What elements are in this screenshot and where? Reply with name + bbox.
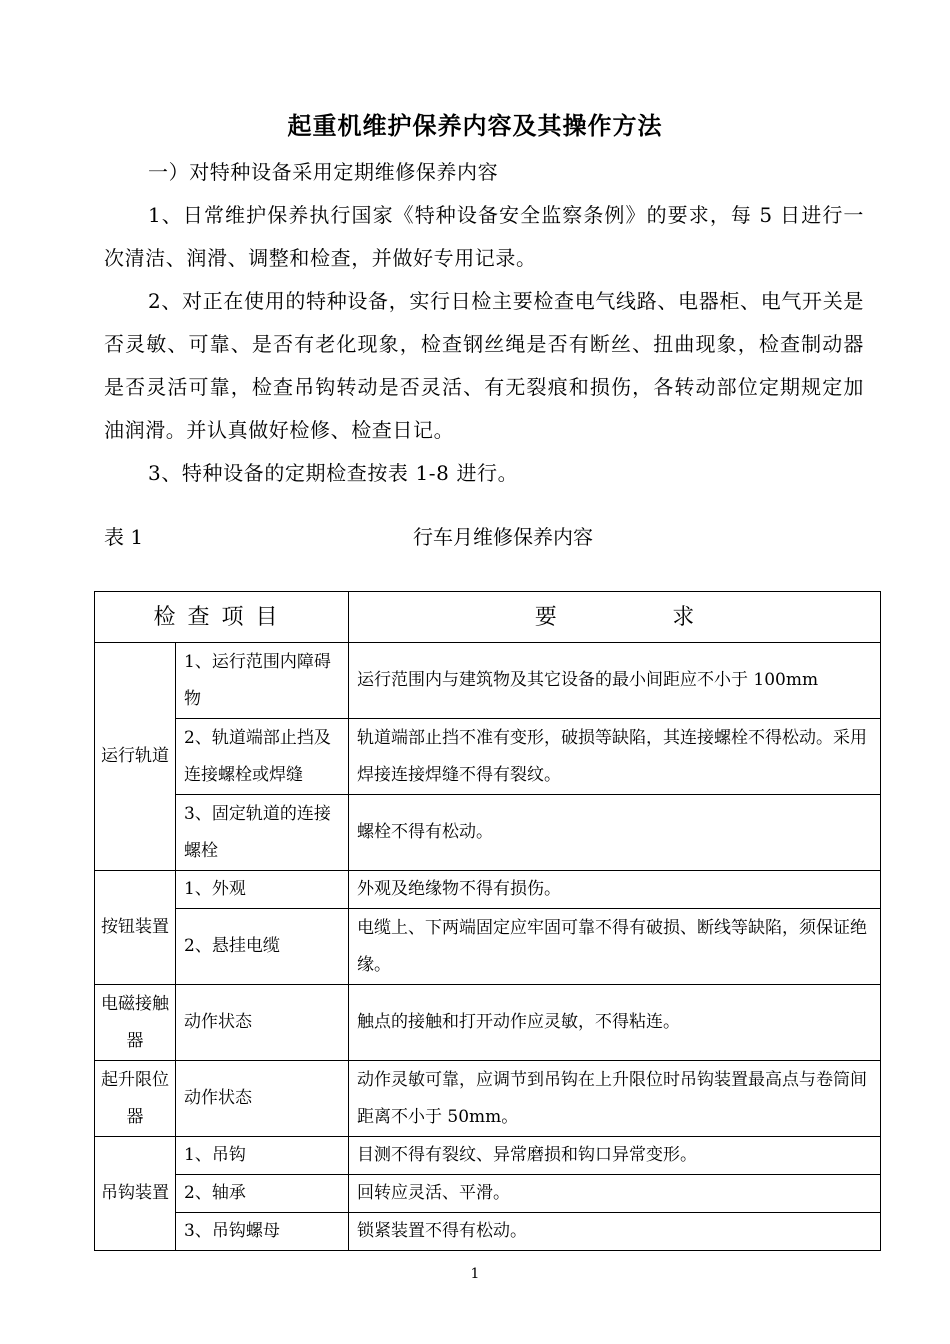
group-name: 电磁接触器 [95,985,176,1061]
table-row [95,719,881,795]
item-cell: 2、悬挂电缆 [176,909,349,985]
item-cell: 1、吊钩 [176,1137,349,1175]
table-label: 表 1 [104,525,144,549]
table-caption: 行车月维修保养内容 [413,525,593,549]
table-row [95,1175,881,1213]
item-cell: 1、外观 [176,871,349,909]
group-name: 运行轨道 [95,643,176,871]
table-row [95,871,881,909]
requirement-cell: 外观及绝缘物不得有损伤。 [349,871,881,909]
item-cell: 2、轴承 [176,1175,349,1213]
requirement-cell: 目测不得有裂纹、异常磨损和钩口异常变形。 [349,1137,881,1175]
paragraph-3: 3、特种设备的定期检查按表 1-8 进行。 [148,461,519,485]
requirement-cell: 锁紧装置不得有松动。 [349,1213,881,1251]
requirement-cell: 电缆上、下两端固定应牢固可靠不得有破损、断线等缺陷，须保证绝缘。 [349,909,881,985]
table-row [95,643,881,719]
requirement-cell: 螺栓不得有松动。 [349,795,881,871]
header-requirement: 要 求 [349,592,881,643]
group-name: 起升限位器 [95,1061,176,1137]
section-heading: 一）对特种设备采用定期维修保养内容 [148,160,499,184]
table-row [95,1213,881,1251]
table-header-row [95,592,881,643]
paragraph-2: 2、对正在使用的特种设备，实行日检主要检查电气线路、电器柜、电气开关是否灵敏、可靠、是否有老化现象，检查钢丝绳是否有断丝、扭曲现象，检查制动器是否灵活可靠，检查吊钩转动是否灵活、有无裂痕和损伤，各转动部位定期规定加油润滑。并认真做好检修、检查日记。 [104,289,864,442]
table-row [95,909,881,985]
item-cell: 1、运行范围内障碍物 [176,643,349,719]
group-name: 吊钩装置 [95,1137,176,1251]
requirement-cell: 动作灵敏可靠，应调节到吊钩在上升限位时吊钩装置最高点与卷筒间距离不小于 50mm。 [349,1061,881,1137]
requirement-cell: 触点的接触和打开动作应灵敏，不得粘连。 [349,985,881,1061]
table-row [95,1137,881,1175]
item-cell: 动作状态 [176,985,349,1061]
document-title: 起重机维护保养内容及其操作方法 [287,112,663,140]
maintenance-table [94,591,881,1251]
item-cell: 2、轨道端部止挡及连接螺栓或焊缝 [176,719,349,795]
requirement-cell: 轨道端部止挡不准有变形，破损等缺陷，其连接螺栓不得松动。采用焊接连接焊缝不得有裂纹。 [349,719,881,795]
item-cell: 3、固定轨道的连接螺栓 [176,795,349,871]
page-number: 1 [470,1266,480,1282]
table-row [95,1061,881,1137]
group-name: 按钮装置 [95,871,176,985]
requirement-cell: 回转应灵活、平滑。 [349,1175,881,1213]
table-row [95,795,881,871]
header-inspection-item: 检查项目 [95,592,349,643]
requirement-cell: 运行范围内与建筑物及其它设备的最小间距应不小于 100mm [349,643,881,719]
item-cell: 动作状态 [176,1061,349,1137]
item-cell: 3、吊钩螺母 [176,1213,349,1251]
table-row [95,985,881,1061]
paragraph-1: 1、日常维护保养执行国家《特种设备安全监察条例》的要求，每 5 日进行一次清洁、润滑、调整和检查，并做好专用记录。 [104,203,864,270]
